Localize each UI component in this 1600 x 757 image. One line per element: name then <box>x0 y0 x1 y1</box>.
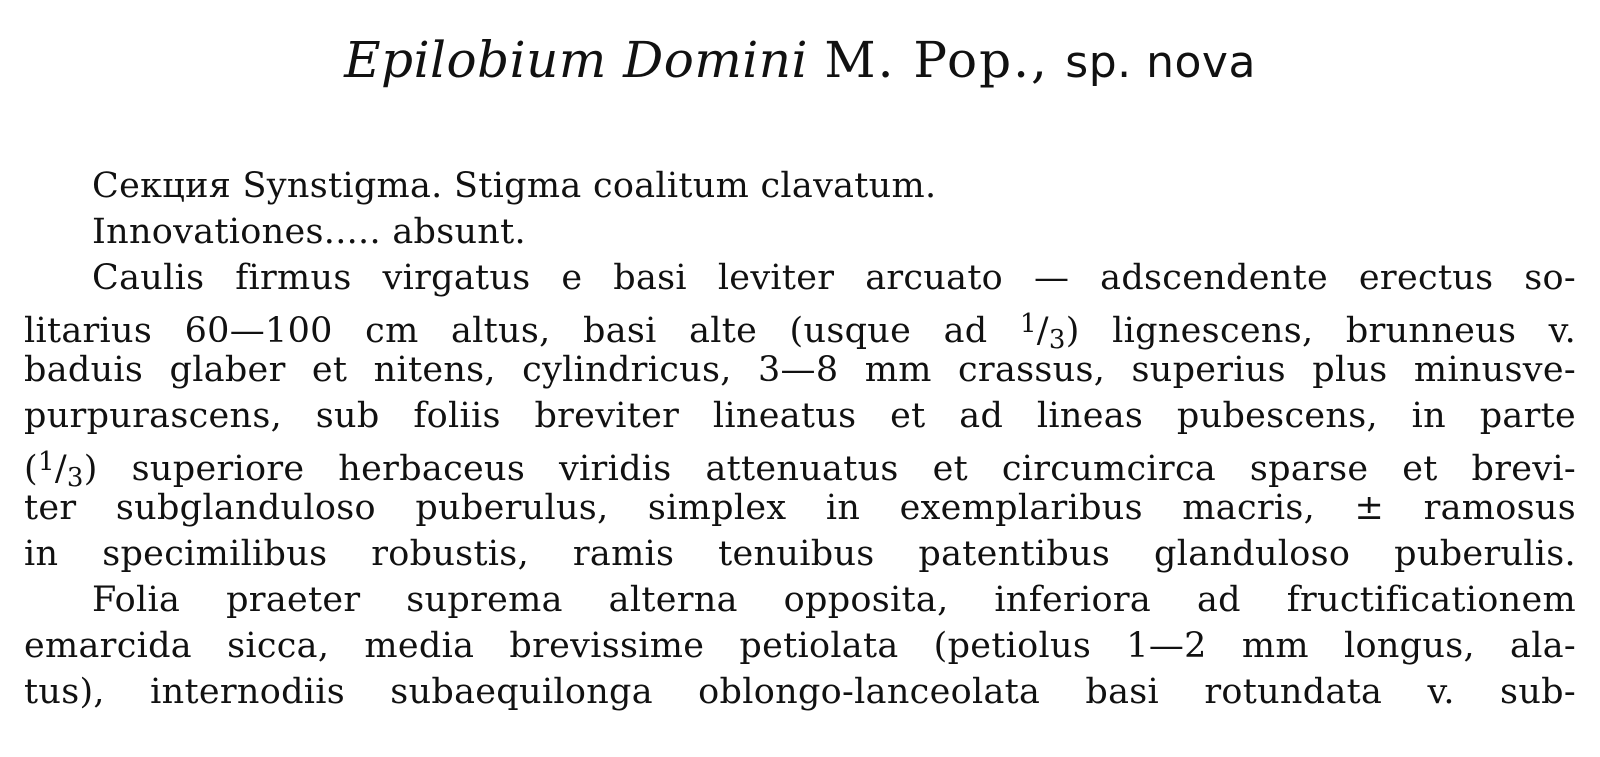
fraction-denominator: 3 <box>1048 325 1066 355</box>
title-status: sp. nova <box>1065 37 1256 88</box>
text-line-11: emarcida sicca, media brevissime petiolata (petiolus 1—2 mm longus, ala- <box>24 626 1576 666</box>
fraction-close: ) <box>1065 311 1080 351</box>
text-line-2: Innovationes..... absunt. <box>92 212 526 252</box>
title-species: Domini <box>623 31 808 89</box>
fraction-slash-2: / <box>54 449 67 489</box>
fraction-denominator-2: 3 <box>66 463 84 493</box>
line-4-part-b: lignescens, brunneus v. <box>1112 311 1576 351</box>
fraction-numerator: 1 <box>1019 309 1037 339</box>
fraction-slash: / <box>1036 311 1049 351</box>
title-genus: Epilobium <box>344 31 607 89</box>
text-line-5: baduis glaber et nitens, cylindricus, 3—8 mm crassus, superius plus minusve- <box>24 350 1576 390</box>
line-7-rest: superiore herbaceus viridis attenuatus et circumcirca sparse et brevi- <box>131 449 1576 489</box>
fraction-close-2: ) <box>83 449 98 489</box>
text-line-10: Folia praeter suprema alterna opposita, inferiora ad fructificationem <box>92 580 1576 620</box>
line-4-part-a: litarius 60—100 cm altus, basi alte (usque ad <box>24 311 988 351</box>
fraction-open-2: ( <box>24 449 38 489</box>
text-line-12: tus), internodiis subaequilonga oblongo-lanceolata basi rotundata v. sub- <box>24 672 1576 712</box>
text-line-9: in specimilibus robustis, ramis tenuibus patentibus glanduloso puberulis. <box>24 534 1576 574</box>
text-line-1: Секция Synstigma. Stigma coalitum clavatum. <box>92 166 937 206</box>
text-line-6: purpurascens, sub foliis breviter lineatus et ad lineas pubescens, in parte <box>24 396 1576 436</box>
text-line-8: ter subglanduloso puberulus, simplex in exemplaribus macris, ± ramosus <box>24 488 1576 528</box>
fraction-numerator-2: 1 <box>37 447 55 477</box>
title-author: M. Pop., <box>824 31 1049 89</box>
species-title <box>0 28 1600 95</box>
text-line-3: Caulis firmus virgatus e basi leviter arcuato — adscendente erectus so- <box>92 258 1576 298</box>
